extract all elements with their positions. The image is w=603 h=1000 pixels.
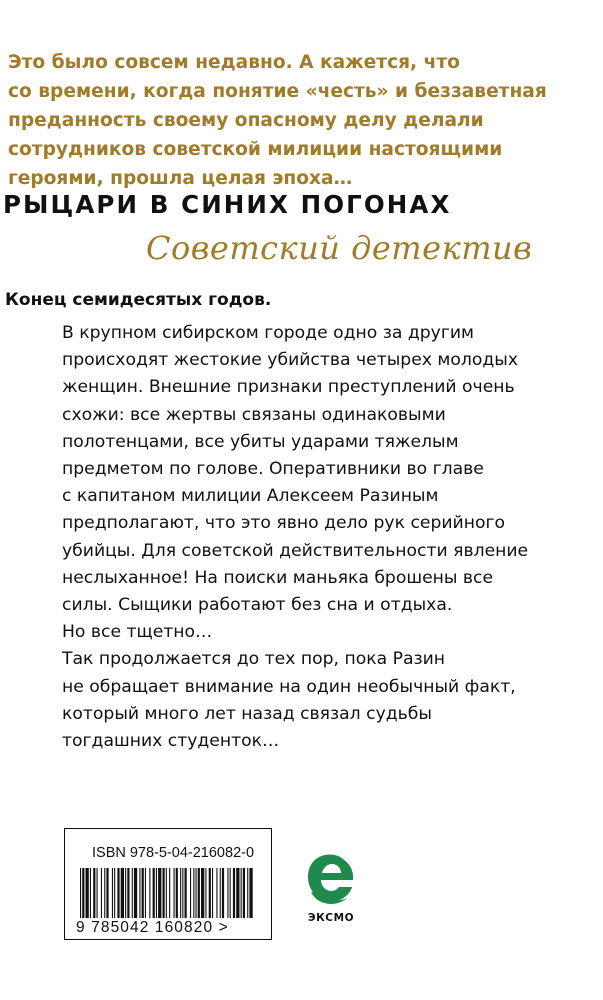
barcode-bar bbox=[233, 868, 235, 918]
annotation-line: убийцы. Для советской действительности явление bbox=[62, 540, 529, 561]
annotation-body bbox=[62, 320, 602, 755]
barcode-bar bbox=[216, 868, 217, 918]
annotation-line: В крупном сибирском городе одно за другим bbox=[62, 323, 474, 343]
annotation-lead: Конец семидесятых годов. bbox=[5, 290, 272, 310]
barcode-bar bbox=[121, 868, 124, 918]
eksmo-logo-icon bbox=[302, 850, 358, 908]
annotation-line: предполагают, что это явно дело рук серийного bbox=[62, 513, 506, 534]
barcode-bar bbox=[222, 868, 224, 918]
barcode-bar bbox=[236, 868, 239, 918]
annotation-line: силы. Сыщики работают без сна и отдыха. bbox=[62, 595, 453, 616]
barcode-bar bbox=[230, 868, 231, 918]
annotation-line: схожи: все жертвы связаны одинаковыми bbox=[62, 404, 446, 425]
barcode-bar bbox=[190, 868, 191, 918]
annotation-line: тогдашних студенток… bbox=[62, 731, 280, 752]
barcode-bar bbox=[227, 868, 228, 918]
tagline-line: сотрудников советской милиции настоящими bbox=[8, 139, 503, 160]
barcode-bar bbox=[101, 868, 102, 918]
barcode-bar bbox=[163, 868, 165, 918]
barcode-bar bbox=[205, 868, 206, 918]
annotation-line: который много лет назад связал судьбы bbox=[62, 703, 432, 724]
barcode-bar bbox=[86, 868, 89, 918]
barcode-bar bbox=[125, 868, 126, 918]
annotation-line: Но все тщетно… bbox=[62, 622, 213, 643]
barcode-bar bbox=[93, 868, 95, 918]
barcode-bar bbox=[249, 868, 252, 918]
barcode-bar bbox=[142, 868, 144, 918]
barcode-bar bbox=[169, 868, 170, 918]
barcode-bar bbox=[145, 868, 146, 918]
barcode-bar bbox=[117, 868, 119, 918]
barcode-bar bbox=[114, 868, 115, 918]
tagline-line: Это было совсем недавно. А кажется, что bbox=[8, 52, 460, 73]
isbn-label: ISBN 978-5-04-216082-0 bbox=[92, 845, 255, 861]
barcode-bar bbox=[193, 868, 194, 918]
annotation-line: с капитаном милиции Алексеем Разиным bbox=[62, 486, 439, 507]
barcode-bar bbox=[139, 868, 140, 918]
barcode-bar bbox=[132, 868, 133, 918]
barcode-digits: 9 785042 160820 > bbox=[76, 919, 229, 936]
series-title: РЫЦАРИ В СИНИХ ПОГОНАХ bbox=[3, 190, 452, 219]
barcode-bar bbox=[182, 868, 183, 918]
annotation-line: происходят жестокие убийства четырех молодых bbox=[62, 350, 519, 371]
series-subtitle: Советский детектив bbox=[146, 229, 533, 267]
barcode-bar bbox=[201, 868, 204, 918]
barcode-bar bbox=[134, 868, 137, 918]
barcode-bar bbox=[196, 868, 197, 918]
barcode-bar bbox=[97, 868, 98, 918]
barcode-bars bbox=[80, 868, 256, 918]
barcode-bar bbox=[80, 868, 81, 918]
annotation-line: полотенцами, все убиты ударами тяжелым bbox=[62, 431, 459, 452]
barcode-bar bbox=[180, 868, 181, 918]
tagline-line: со времени, когда понятие «честь» и беззаветная bbox=[8, 81, 547, 102]
annotation-line: предметом по голове. Оперативники во главе bbox=[62, 459, 484, 480]
annotation-line: Так продолжается до тех пор, пока Разин bbox=[62, 649, 446, 670]
annotation-line: не обращает внимание на один необычный факт, bbox=[62, 676, 516, 697]
tagline bbox=[8, 48, 598, 193]
barcode-bar bbox=[156, 868, 157, 918]
tagline-line: героями, прошла целая эпоха… bbox=[8, 168, 353, 189]
barcode-bar bbox=[209, 868, 211, 918]
publisher-name: ЭКСМО bbox=[307, 912, 355, 924]
barcode-bar bbox=[82, 868, 84, 918]
barcode-bar bbox=[90, 868, 91, 918]
annotation-line: неслыханное! На поиски маньяка брошены все bbox=[62, 567, 494, 588]
barcode-bar bbox=[158, 868, 161, 918]
barcode-bar bbox=[149, 868, 150, 918]
barcode-bar bbox=[243, 868, 245, 918]
barcode-bar bbox=[174, 868, 175, 918]
barcode-bar bbox=[127, 868, 129, 918]
barcode-bar bbox=[247, 868, 248, 918]
barcode-bar bbox=[212, 868, 213, 918]
barcode-bar bbox=[176, 868, 178, 918]
barcode-bar bbox=[185, 868, 187, 918]
barcode-bar bbox=[166, 868, 167, 918]
barcode-bar bbox=[241, 868, 242, 918]
tagline-line: преданность своему опасному делу делали bbox=[8, 110, 484, 131]
annotation-line: женщин. Внешние признаки преступлений очень bbox=[62, 377, 515, 398]
barcode-bar bbox=[220, 868, 221, 918]
barcode-bar bbox=[104, 868, 105, 918]
barcode-bar bbox=[106, 868, 108, 918]
barcode-bar bbox=[198, 868, 200, 918]
barcode-bar bbox=[112, 868, 113, 918]
barcode-bar bbox=[153, 868, 155, 918]
